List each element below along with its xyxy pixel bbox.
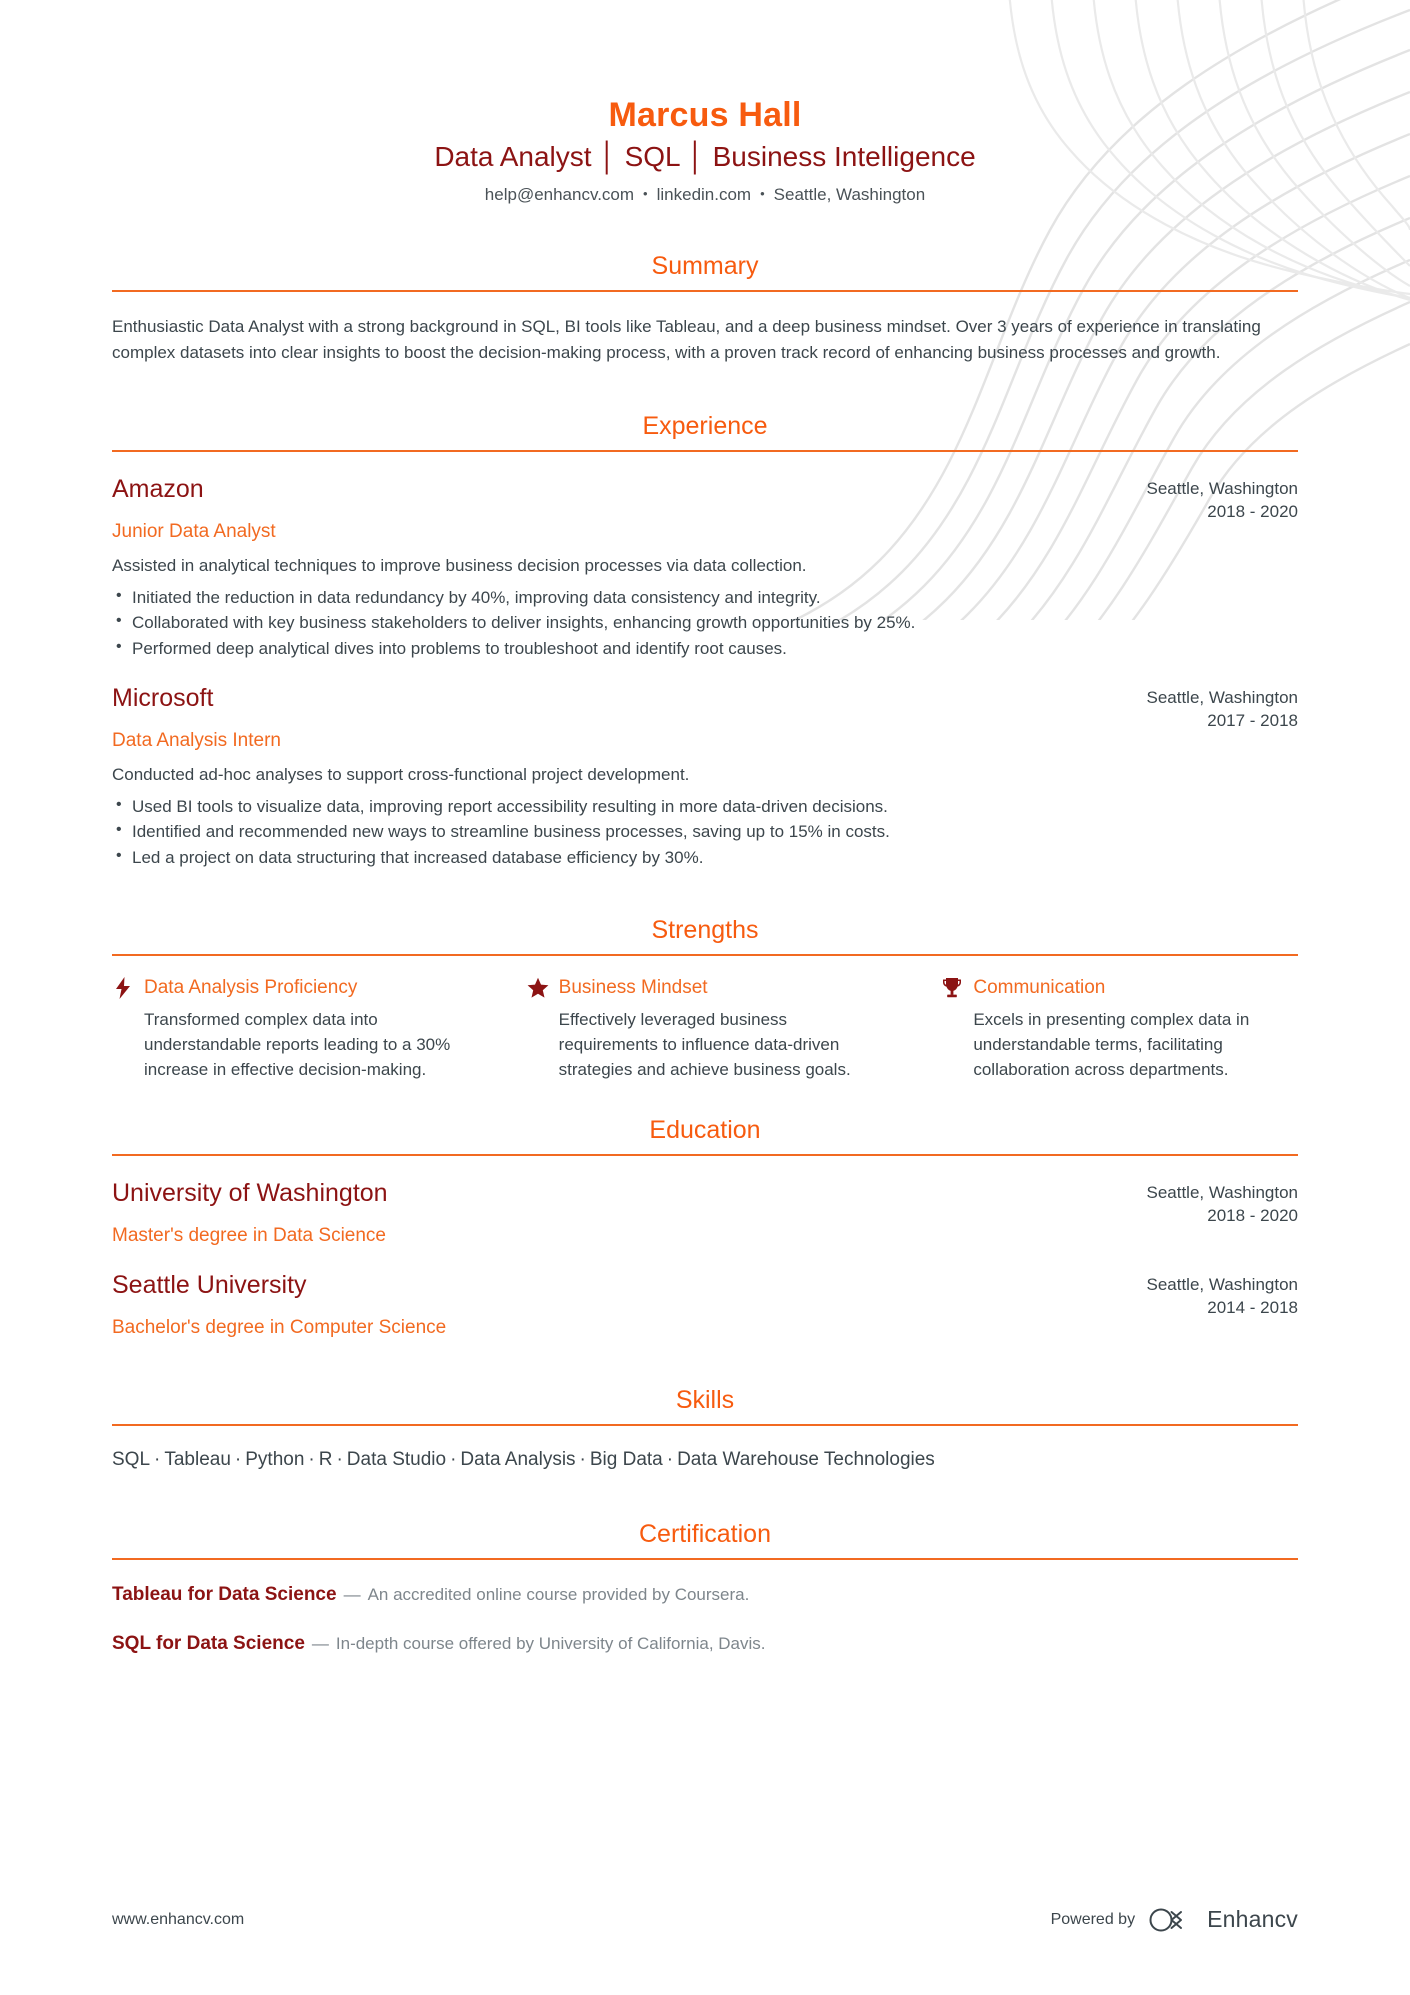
brand-name: Enhancv xyxy=(1207,1906,1298,1932)
experience-entry xyxy=(112,683,1298,870)
strength-header xyxy=(527,976,884,1000)
strength-description: Effectively leveraged business requirements to influence data-driven strategies and achieve business goals. xyxy=(558,1010,851,1079)
section-strengths xyxy=(112,916,1298,1082)
experience-bullet: • Led a project on data structuring that increased database efficiency by 30%. xyxy=(112,845,1062,871)
certification-name: SQL for Data Science xyxy=(112,1632,305,1654)
experience-entry-meta xyxy=(1088,683,1298,870)
experience-bullet: • Performed deep analytical dives into problems to troubleshoot and identify root causes. xyxy=(112,636,1062,662)
trophy-icon xyxy=(941,976,963,1000)
experience-company: Amazon xyxy=(112,475,204,504)
skill-separator: · xyxy=(234,1448,242,1470)
experience-description: Conducted ad-hoc analyses to support cross-functional project development. xyxy=(112,765,690,785)
section-summary xyxy=(112,252,1298,367)
strength-header xyxy=(941,976,1298,1000)
powered-by-label: Powered by xyxy=(1050,1910,1136,1928)
candidate-headline: Data Analyst │ SQL │ Business Intelligence xyxy=(434,141,976,173)
section-title-strengths: Strengths xyxy=(651,916,759,945)
skill-separator: · xyxy=(450,1448,457,1470)
star-icon xyxy=(527,976,549,1000)
strength-item xyxy=(941,976,1298,1082)
strength-title: Business Mindset xyxy=(558,976,708,998)
certification-item xyxy=(112,1582,1298,1609)
section-experience xyxy=(112,412,1298,870)
experience-entry xyxy=(112,474,1298,661)
footer-brand xyxy=(1051,1906,1298,1933)
section-rule xyxy=(112,954,1298,956)
section-title-skills: Skills xyxy=(675,1385,735,1414)
skill-item: Data Warehouse Technologies xyxy=(677,1448,935,1470)
contact-separator: • xyxy=(760,185,765,201)
certification-description: An accredited online course provided by Coursera. xyxy=(367,1585,750,1605)
education-entry-meta xyxy=(1088,1178,1298,1248)
education-dates: 2014 - 2018 xyxy=(1207,1297,1298,1317)
certification-dash: — xyxy=(311,1633,329,1653)
experience-location: Seattle, Washington xyxy=(1146,479,1298,499)
experience-entry-main xyxy=(112,474,1088,661)
contact-linkedin[interactable]: linkedin.com xyxy=(656,184,752,204)
experience-role: Junior Data Analyst xyxy=(112,521,276,543)
resume-header xyxy=(112,0,1298,206)
contact-separator: • xyxy=(643,185,648,201)
education-entry-main xyxy=(112,1270,1088,1340)
experience-entry-main xyxy=(112,683,1088,870)
experience-location: Seattle, Washington xyxy=(1146,688,1298,708)
resume-footer xyxy=(112,1906,1298,1933)
skill-item: SQL xyxy=(112,1448,151,1470)
skill-item: Tableau xyxy=(164,1448,231,1470)
education-entry-meta xyxy=(1088,1270,1298,1340)
skill-item: Big Data xyxy=(589,1448,663,1470)
certification-name: Tableau for Data Science xyxy=(112,1584,337,1606)
contact-location: Seattle, Washington xyxy=(773,184,926,204)
certification-item xyxy=(112,1631,1298,1658)
section-title-summary: Summary xyxy=(651,251,759,280)
section-title-experience: Experience xyxy=(642,412,768,441)
experience-bullets xyxy=(112,585,1062,662)
skill-separator: · xyxy=(154,1448,161,1470)
certification-description: In-depth course offered by University of California, Davis. xyxy=(335,1633,766,1653)
experience-bullets xyxy=(112,794,1062,871)
education-degree: Bachelor's degree in Computer Science xyxy=(112,1316,447,1338)
skill-item: Data Analysis xyxy=(460,1448,576,1470)
experience-company: Microsoft xyxy=(112,684,214,713)
skill-item: Python xyxy=(245,1448,305,1470)
education-dates: 2018 - 2020 xyxy=(1207,1206,1298,1226)
skill-separator: · xyxy=(579,1448,586,1470)
skill-item: Data Studio xyxy=(346,1448,447,1470)
education-degree: Master's degree in Data Science xyxy=(112,1225,386,1247)
strength-item xyxy=(112,976,469,1082)
skill-separator: · xyxy=(308,1448,315,1470)
certification-dash: — xyxy=(343,1585,361,1605)
education-entry-main xyxy=(112,1178,1088,1248)
education-entry xyxy=(112,1270,1298,1340)
education-school: University of Washington xyxy=(112,1179,388,1208)
section-education xyxy=(112,1116,1298,1340)
section-rule xyxy=(112,450,1298,452)
section-certification xyxy=(112,1520,1298,1657)
footer-url[interactable]: www.enhancv.com xyxy=(112,1910,245,1928)
section-rule xyxy=(112,290,1298,292)
education-location: Seattle, Washington xyxy=(1146,1183,1298,1203)
section-rule xyxy=(112,1154,1298,1156)
strength-title: Communication xyxy=(973,976,1106,998)
strength-description: Excels in presenting complex data in understandable terms, facilitating collaboration across departments. xyxy=(973,1010,1250,1079)
lightning-bolt-icon xyxy=(112,976,134,1000)
summary-text: Enthusiastic Data Analyst with a strong background in SQL, BI tools like Tableau, and a deep business mindset. Over 3 years of experience in translating complex datasets into clear insights to boost the decision-making process, with a proven track record of enhancing business processes and growth. xyxy=(112,316,1261,363)
experience-bullet: • Used BI tools to visualize data, improving report accessibility resulting in more data-driven decisions. xyxy=(112,794,1062,820)
experience-entry-meta xyxy=(1088,474,1298,661)
section-rule xyxy=(112,1558,1298,1560)
strength-header xyxy=(112,976,469,1000)
education-entry xyxy=(112,1178,1298,1248)
strength-description: Transformed complex data into understandable reports leading to a 30% increase in effective decision-making. xyxy=(144,1010,451,1079)
contact-email[interactable]: help@enhancv.com xyxy=(484,184,635,204)
experience-description: Assisted in analytical techniques to improve business decision processes via data collection. xyxy=(112,556,807,576)
section-skills xyxy=(112,1386,1298,1475)
strengths-grid xyxy=(112,976,1298,1082)
strength-title: Data Analysis Proficiency xyxy=(144,976,358,998)
experience-dates: 2017 - 2018 xyxy=(1207,711,1298,731)
experience-role: Data Analysis Intern xyxy=(112,730,281,752)
experience-bullet: • Initiated the reduction in data redundancy by 40%, improving data consistency and integrity. xyxy=(112,585,1062,611)
section-title-education: Education xyxy=(649,1116,761,1145)
enhancv-logo-icon xyxy=(1148,1907,1194,1933)
skill-separator: · xyxy=(336,1448,343,1470)
experience-dates: 2018 - 2020 xyxy=(1207,502,1298,522)
experience-bullet: • Identified and recommended new ways to streamline business processes, saving up to 15% in costs. xyxy=(112,819,1062,845)
experience-bullet: • Collaborated with key business stakeholders to deliver insights, enhancing growth opportunities by 25%. xyxy=(112,610,1062,636)
skill-separator: · xyxy=(666,1448,674,1470)
contact-line xyxy=(112,184,1298,206)
education-location: Seattle, Washington xyxy=(1146,1274,1298,1294)
candidate-name: Marcus Hall xyxy=(608,96,802,134)
section-rule xyxy=(112,1424,1298,1426)
strength-item xyxy=(527,976,884,1082)
skills-list xyxy=(112,1446,1298,1475)
section-title-certification: Certification xyxy=(639,1520,771,1549)
education-school: Seattle University xyxy=(112,1270,307,1299)
skill-item: R xyxy=(318,1448,333,1470)
